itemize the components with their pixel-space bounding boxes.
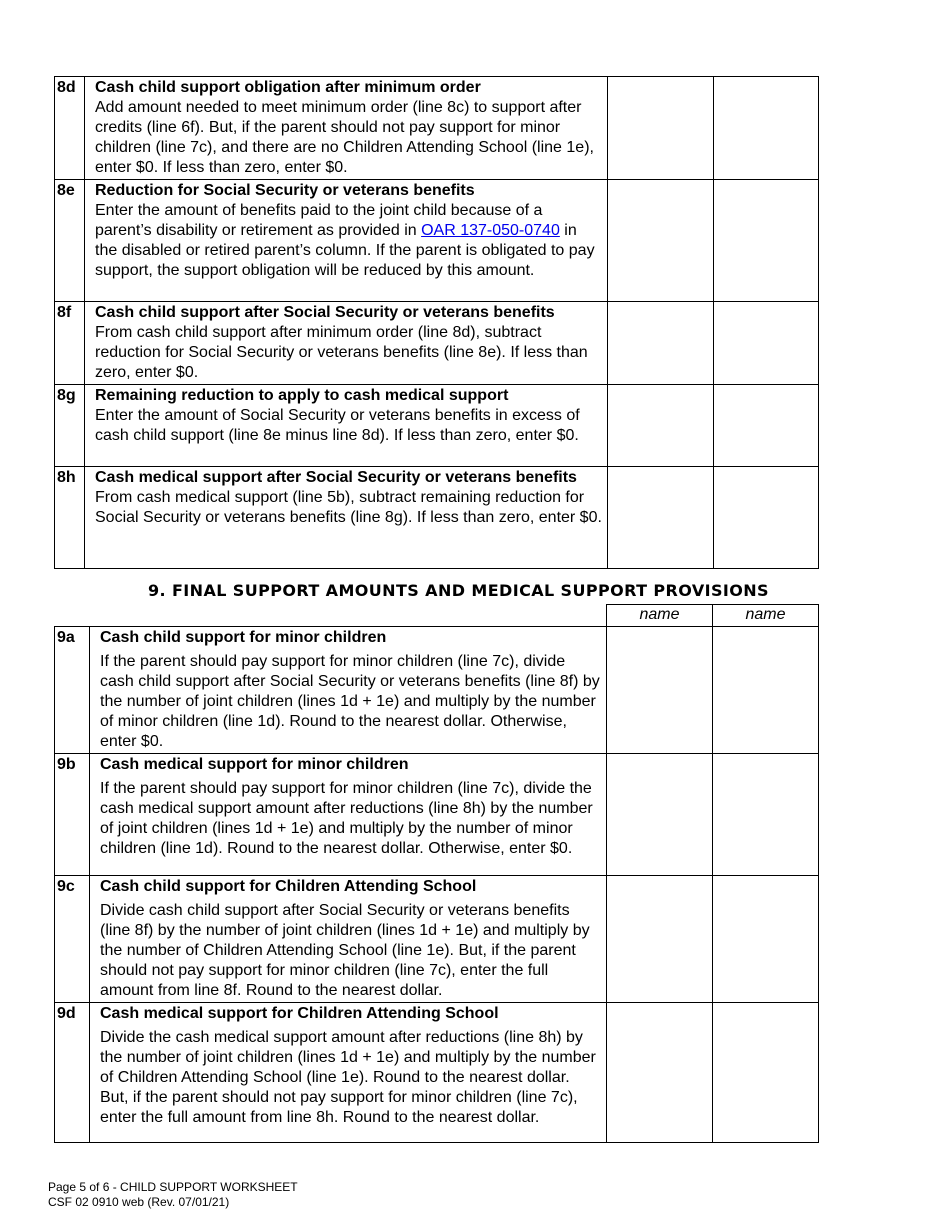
worksheet-table-section-9 bbox=[54, 604, 819, 1143]
line-title: Reduction for Social Security or veterans benefits bbox=[95, 182, 475, 199]
line-instructions bbox=[95, 201, 603, 281]
line-title: Cash child support for Children Attending School bbox=[100, 878, 477, 895]
line-instructions: Add amount needed to meet minimum order (line 8c) to support after credits (line 6f). But, if the parent should not pay support for minor children (line 7c), and there are no Children Attending School (line 1e), enter $0. If less than zero, enter $0. bbox=[95, 99, 594, 176]
line-description bbox=[85, 467, 608, 569]
table-row-8e bbox=[55, 180, 819, 302]
amount-cell-parent-2[interactable] bbox=[713, 1003, 819, 1143]
table-row-8d bbox=[55, 77, 819, 180]
line-description bbox=[85, 385, 608, 467]
line-number: 9c bbox=[55, 876, 90, 1003]
line-number: 9b bbox=[55, 754, 90, 876]
line-title: Cash medical support for Children Attending School bbox=[100, 1005, 499, 1022]
line-number: 8f bbox=[55, 302, 85, 385]
amount-cell-parent-1[interactable] bbox=[608, 77, 714, 180]
line-title: Cash child support for minor children bbox=[100, 629, 387, 646]
oar-link[interactable]: OAR 137-050-0740 bbox=[421, 222, 560, 239]
line-title: Cash medical support after Social Security or veterans benefits bbox=[95, 469, 577, 486]
amount-cell-parent-2[interactable] bbox=[714, 180, 819, 302]
line-number: 9d bbox=[55, 1003, 90, 1143]
line-description bbox=[90, 876, 607, 1003]
table-row-9c bbox=[55, 876, 819, 1003]
section-9-title: 9. FINAL SUPPORT AMOUNTS AND MEDICAL SUPPORT PROVISIONS bbox=[148, 581, 769, 600]
line-description bbox=[85, 180, 608, 302]
table-row-8f bbox=[55, 302, 819, 385]
amount-cell-parent-1[interactable] bbox=[608, 467, 714, 569]
line-instructions: Divide cash child support after Social Security or veterans benefits (line 8f) by the number of joint children (lines 1d + 1e) and multiply by the number of Children Attending School (line 1e). But, if the parent should not pay support for minor children (line 7c), enter the full amount from line 8f. Round to the nearest dollar. bbox=[100, 902, 590, 999]
line-instructions-part: Enter the amount of benefits paid to the joint child because of a parent’s disability or retirement as provided in bbox=[95, 202, 543, 239]
line-description bbox=[90, 627, 607, 754]
page-footer bbox=[48, 1180, 298, 1210]
amount-cell-parent-1[interactable] bbox=[607, 1003, 713, 1143]
line-instructions-part: in the disabled or retired parent’s column. If the parent is obligated to pay support, the support obligation will be reduced by this amount. bbox=[95, 222, 595, 279]
worksheet-table-section-8 bbox=[54, 76, 819, 569]
line-description bbox=[90, 1003, 607, 1143]
amount-cell-parent-2[interactable] bbox=[713, 627, 819, 754]
line-instructions: If the parent should pay support for minor children (line 7c), divide the cash medical support amount after reductions (line 8h) by the number of joint children (lines 1d + 1e) and multiply by the number of minor children (line 1d). Round to the nearest dollar. Otherwise, enter $0. bbox=[100, 780, 593, 857]
line-description bbox=[90, 754, 607, 876]
header-spacer bbox=[90, 605, 607, 627]
amount-cell-parent-1[interactable] bbox=[608, 302, 714, 385]
amount-cell-parent-2[interactable] bbox=[713, 876, 819, 1003]
amount-cell-parent-2[interactable] bbox=[713, 754, 819, 876]
amount-cell-parent-1[interactable] bbox=[608, 385, 714, 467]
table-row-9d bbox=[55, 1003, 819, 1143]
amount-cell-parent-1[interactable] bbox=[608, 180, 714, 302]
line-instructions: If the parent should pay support for minor children (line 7c), divide cash child support after Social Security or veterans benefits (line 8f) by the number of joint children (lines 1d + 1e) and multiply by the number of minor children (line 1d). Round to the nearest dollar. Otherwise, enter $0. bbox=[100, 653, 600, 750]
column-header-parent-2: name bbox=[713, 605, 819, 627]
column-header-parent-1: name bbox=[607, 605, 713, 627]
line-title: Cash child support obligation after minimum order bbox=[95, 79, 481, 96]
line-title: Remaining reduction to apply to cash medical support bbox=[95, 387, 509, 404]
line-instructions: Divide the cash medical support amount after reductions (line 8h) by the number of joint children (lines 1d + 1e) and multiply by the number of Children Attending School (line 1e). Round to the nearest dollar. But, if the parent should not pay support for minor children (line 7c), enter the full amount from line 8h. Round to the nearest dollar. bbox=[100, 1029, 596, 1126]
line-number: 8e bbox=[55, 180, 85, 302]
amount-cell-parent-2[interactable] bbox=[714, 77, 819, 180]
amount-cell-parent-1[interactable] bbox=[607, 627, 713, 754]
line-title: Cash medical support for minor children bbox=[100, 756, 409, 773]
amount-cell-parent-2[interactable] bbox=[714, 302, 819, 385]
table-header-row bbox=[55, 605, 819, 627]
table-row-9a bbox=[55, 627, 819, 754]
amount-cell-parent-1[interactable] bbox=[607, 754, 713, 876]
line-number: 8g bbox=[55, 385, 85, 467]
line-instructions: From cash child support after minimum order (line 8d), subtract reduction for Social Security or veterans benefits (line 8e). If less than zero, enter $0. bbox=[95, 324, 588, 381]
amount-cell-parent-1[interactable] bbox=[607, 876, 713, 1003]
table-row-8g bbox=[55, 385, 819, 467]
footer-page-info: Page 5 of 6 - CHILD SUPPORT WORKSHEET bbox=[48, 1180, 298, 1194]
line-description bbox=[85, 77, 608, 180]
amount-cell-parent-2[interactable] bbox=[714, 385, 819, 467]
footer-form-id: CSF 02 0910 web (Rev. 07/01/21) bbox=[48, 1195, 230, 1209]
line-title: Cash child support after Social Security or veterans benefits bbox=[95, 304, 555, 321]
line-description bbox=[85, 302, 608, 385]
line-number: 9a bbox=[55, 627, 90, 754]
line-number: 8h bbox=[55, 467, 85, 569]
line-number: 8d bbox=[55, 77, 85, 180]
table-row-9b bbox=[55, 754, 819, 876]
line-instructions: Enter the amount of Social Security or veterans benefits in excess of cash child support (line 8e minus line 8d). If less than zero, enter $0. bbox=[95, 407, 580, 444]
amount-cell-parent-2[interactable] bbox=[714, 467, 819, 569]
header-spacer bbox=[55, 605, 90, 627]
line-instructions: From cash medical support (line 5b), subtract remaining reduction for Social Security or veterans benefits (line 8g). If less than zero, enter $0. bbox=[95, 489, 602, 526]
table-row-8h bbox=[55, 467, 819, 569]
